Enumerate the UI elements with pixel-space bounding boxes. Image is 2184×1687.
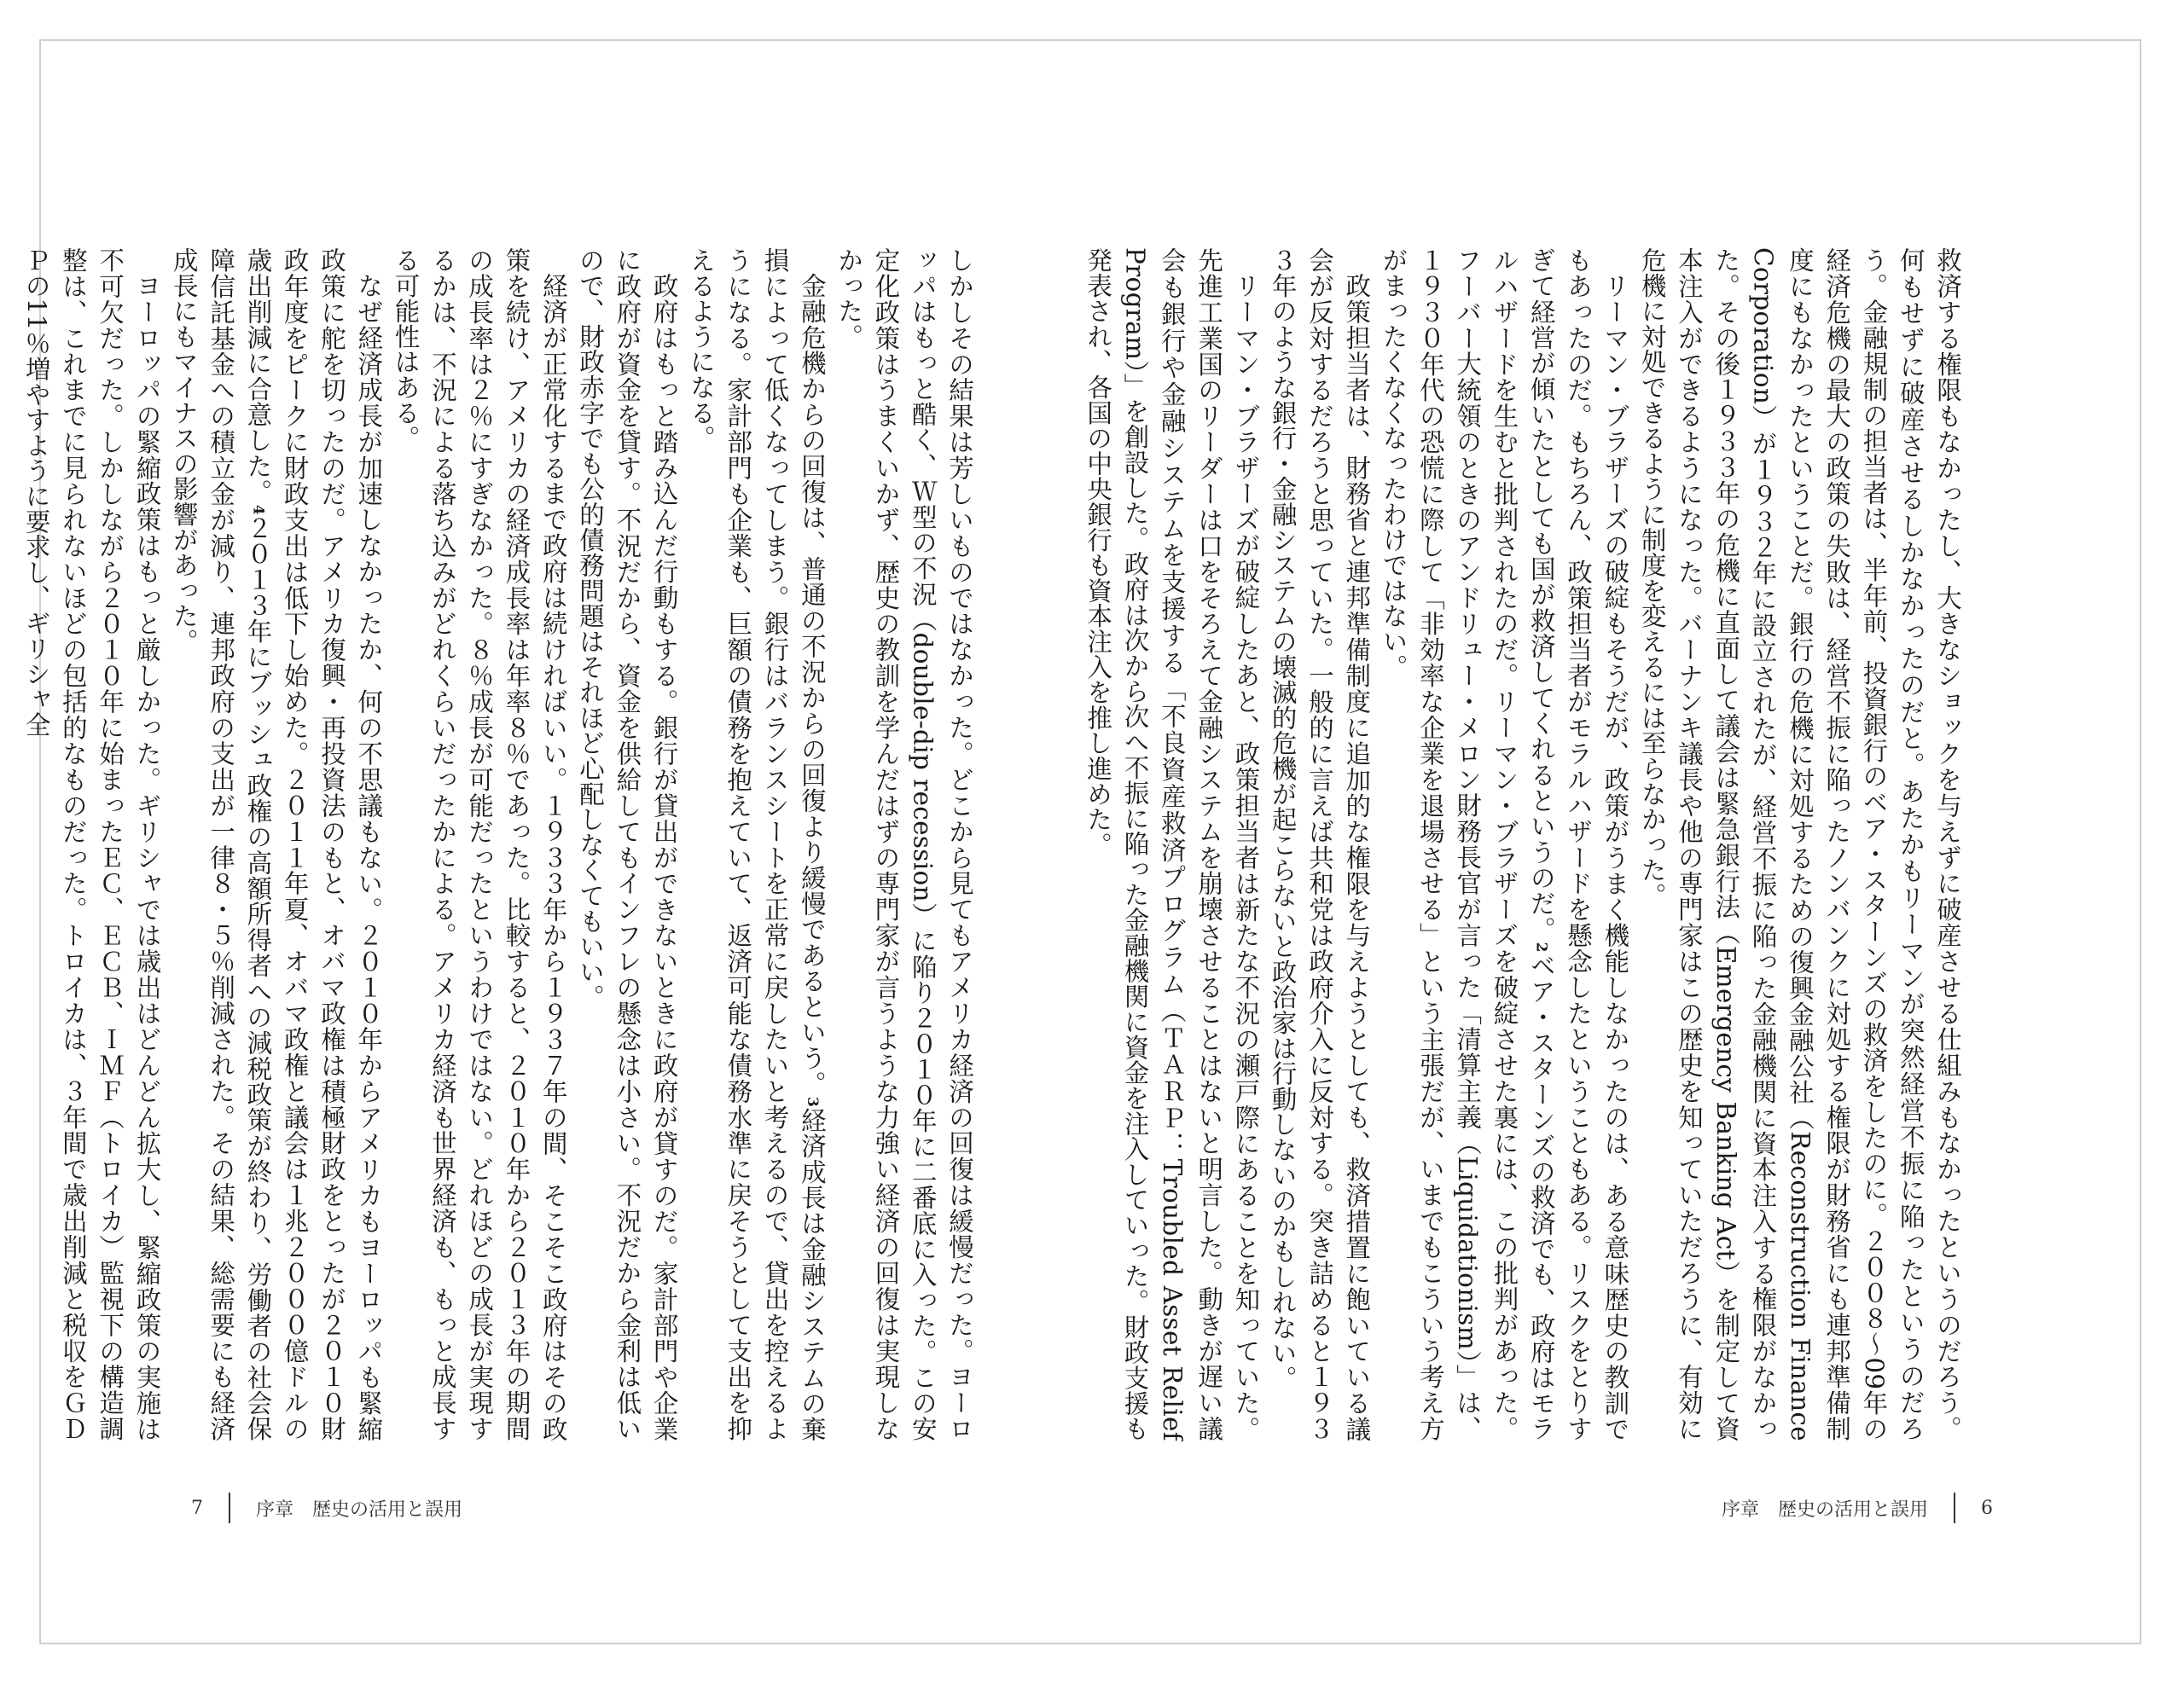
page-number: 6: [1981, 1497, 1994, 1519]
running-head: 序章 歴史の活用と誤用: [256, 1499, 463, 1521]
paragraph: なぜ経済成長が加速しなかったか、何の不思議もない。２０１０年からアメリカもヨーロッパも緊縮政策に舵を切ったのだ。アメリカ復興・再投資法のもと、オバマ政権は積極財政をとったが２０１０財政年度をピークに財政支出は低下し始めた。２０１１年夏、オバマ政権と議会は１兆２０００億ドルの歳出削減に合意した。4２０１３年にブッシュ政権の高額所得者への減税政策が終わり、労働者の社会保障信託基金への積立金が減り、連邦政府の支出が一律８・５％削減された。その結果、総需要にも経済成長にもマイナスの影響があった。: [169, 247, 384, 1441]
left-footer: [191, 1491, 462, 1525]
paragraph: 政策担当者は、財務省と連邦準備制度に追加的な権限を与えようとしても、救済措置に飽いている議会が反対するだろうと思っていた。一般的に言えば共和党は政府介入に反対する。突き詰めると１９３３年のような銀行・金融システムの壊滅的危機が起こらないと政治家は行動しないのかもしれない。: [1268, 247, 1372, 1441]
paragraph: 金融危機からの回復は、普通の不況からの回復より緩慢であるという。3経済成長は金融システムの棄損によって低くなってしまう。銀行はバランスシートを正常に戻したいと考えるので、貸出を控えるようになる。家計部門も企業も、巨額の債務を抱えていて、返済可能な債務水準に戻そうとして支出を抑えるようになる。: [686, 247, 827, 1441]
footnote-marker: 4: [249, 504, 267, 515]
paragraph: リーマン・ブラザーズが破綻したあと、政策担当者は新たな不況の瀬戸際にあることを知っていた。先進工業国のリーダーは口をそろえて金融システムを崩壊させることはないと明言した。動きが遅い議会も銀行や金融システムを支援する「不良資産救済プログラム（ＴＡＲＰ：Troubled Asset Relief Program）」を創設した。政府は次から次へ不振に陥った金融機関に資金を注入していった。財政支援も発表され、各国の中央銀行も資本注入を推し進めた。: [1083, 247, 1261, 1441]
right-footer: [1722, 1491, 1993, 1525]
footnote-marker: 2: [1532, 942, 1550, 953]
footer-divider: [229, 1493, 230, 1523]
left-page-body: [0, 247, 978, 1441]
paragraph: リーマン・ブラザーズの破綻もそうだが、政策がうまく機能しなかったのは、ある意味歴史の教訓でもあったのだ。もちろん、政策担当者がモラルハザードを懸念したということもある。リスクをとりすぎて経営が傾いたとしても国が救済してくれるというのだ。2ベア・スターンズの救済でも、政府はモラルハザードを生むと批判されたのだ。リーマン・ブラザーズを破綻させた裏には、この批判があった。フーバー大統領のときのアンドリュー・メロン財務長官が言った「清算主義（Liquidationism）」は、１９３０年代の恐慌に際して「非効率な企業を退場させる」という主張だが、いまでもこういう考え方がまったくなくなったわけではない。: [1379, 247, 1630, 1441]
paragraph: 政府はもっと踏み込んだ行動もする。銀行が貸出ができないときに政府が貸すのだ。家計部門や企業に政府が資金を貸す。不況だから、資金を供給してもインフレの懸念は小さい。不況だから金利は低いので、財政赤字でも公的債務問題はそれほど心配しなくてもいい。: [576, 247, 679, 1441]
right-page: [1083, 0, 2184, 1687]
page-number: 7: [191, 1497, 203, 1519]
paragraph: しかしその結果は芳しいものではなかった。どこから見てもアメリカ経済の回復は緩慢だった。ヨーロッパはもっと酷く、Ｗ型の不況（double-dip recession）に陥り２０１０年に二番底に入った。この安定化政策はうまくいかず、歴史の教訓を学んだはずの専門家が言うような力強い経済の回復は実現しなかった。: [834, 247, 974, 1441]
footnote-marker: 3: [803, 1096, 821, 1107]
footer-divider: [1954, 1493, 1955, 1523]
paragraph: 救済する権限もなかったし、大きなショックを与えずに破産させる仕組みもなかったというのだろう。何もせずに破産させるしかなかったのだと。あたかもリーマンが突然経営不振に陥ったというのだろう。金融規制の担当者は、半年前、投資銀行のベア・スターンズの救済をしたのに。２００８〜09年の経済危機の最大の政策の失敗は、経営不振に陥ったノンバンクに対処する権限が財務省にも連邦準備制度にもなかったということだ。銀行の危機に対処するための復興金融公社（Reconstruction Finance Corporation）が１９３２年に設立されたが、経営不振に陥った金融機関に資本注入する権限がなかった。その後１９３３年の危機に直面して議会は緊急銀行法（Emergency Banking Act）を制定して資本注入ができるようになった。バーナンキ議長や他の専門家はこの歴史を知っていただろうに、有効に危機に対処できるように制度を変えるには至らなかった。: [1637, 247, 1962, 1441]
paragraph: 経済が正常化するまで政府は続ければいい。１９３３年から１９３７年の間、そこそこ政府はその政策を続け、アメリカの経済成長率は年率８％であった。比較すると、２０１０年から２０１３年の期間の成長率は２％にすぎなかった。８％成長が可能だったというわけではない。どれほどの成長が実現するかは、不況による落ち込みがどれくらいだったかによる。アメリカ経済も世界経済も、もっと成長する可能性はある。: [391, 247, 568, 1441]
running-head: 序章 歴史の活用と誤用: [1722, 1499, 1929, 1521]
paragraph: ヨーロッパの緊縮政策はもっと厳しかった。ギリシャでは歳出はどんどん拡大し、緊縮政策の実施は不可欠だった。しかしながら２０１０年に始まったＥＣ、ＥＣＢ、ＩＭＦ（トロイカ）監視下の構造調整は、これまでに見られないほどの包括的なものだった。トロイカは、３年間で歳出削減と税収をＧＤＰの11％増やすように要求し、ギリシャ全: [21, 247, 162, 1441]
